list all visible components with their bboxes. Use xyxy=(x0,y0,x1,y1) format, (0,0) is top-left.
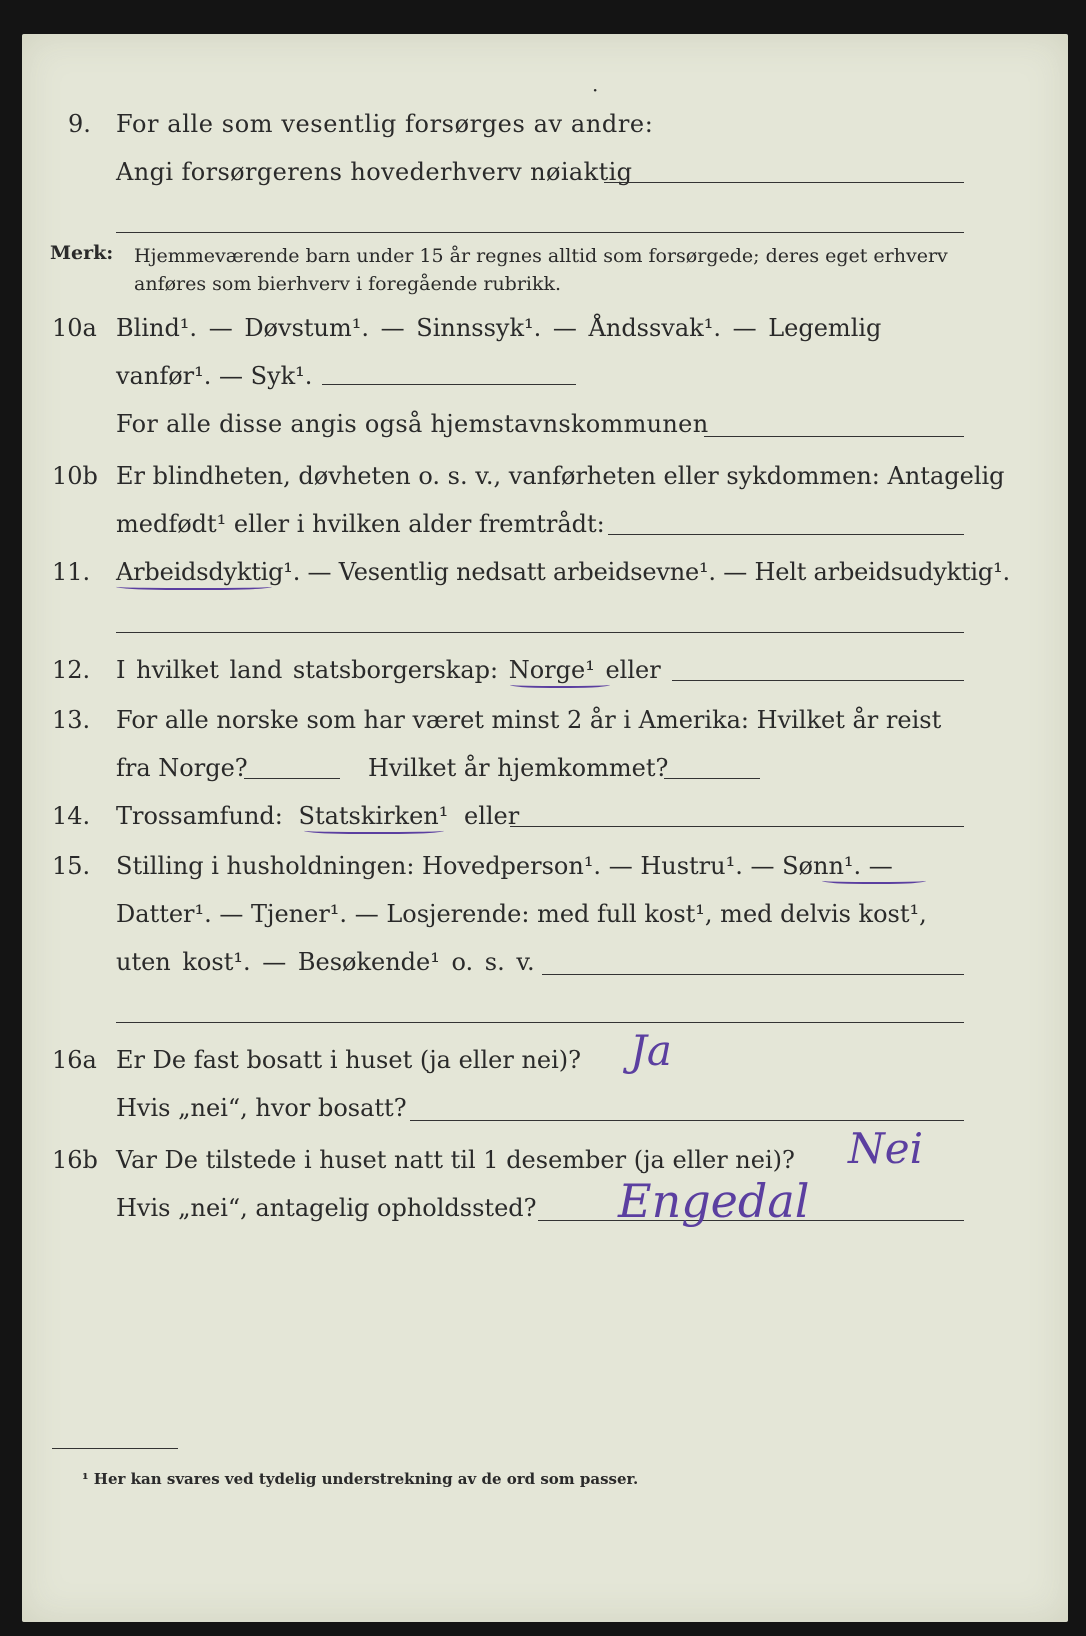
footnote-rule xyxy=(52,1448,178,1449)
q15-line3: uten kost¹. — Besøkende¹ o. s. v. xyxy=(116,948,535,976)
q10b-number: 10b xyxy=(52,462,98,490)
q9-answer-line-2[interactable] xyxy=(116,232,964,233)
center-dot: · xyxy=(592,78,599,102)
q12-handwritten-underline xyxy=(510,680,610,688)
q12-line1: I hvilket land statsborgerskap: Norge¹ eller xyxy=(116,656,661,684)
census-form-page xyxy=(22,34,1068,1622)
q13-reist-line[interactable] xyxy=(244,778,340,779)
q9-line2: Angi forsørgerens hovederhverv nøiaktig xyxy=(116,158,633,186)
q12-answer-line[interactable] xyxy=(672,680,964,681)
q15-line2: Datter¹. — Tjener¹. — Losjerende: med full kost¹, med delvis kost¹, xyxy=(116,900,927,928)
q13-line2b: Hvilket år hjemkommet? xyxy=(368,754,669,782)
q12-number: 12. xyxy=(52,656,91,684)
q10a-line2: vanfør¹. — Syk¹. xyxy=(116,362,313,390)
q9-answer-line[interactable] xyxy=(604,182,964,183)
merk-line1: Hjemmeværende barn under 15 år regnes alltid som forsørgede; deres eget erhverv xyxy=(134,245,948,267)
q10a-line1: Blind¹. — Døvstum¹. — Sinnssyk¹. — Åndssvak¹. — Legemlig xyxy=(116,314,882,342)
q16b-handwritten-answer-1: Nei xyxy=(848,1124,924,1173)
q16a-handwritten-answer: Ja xyxy=(630,1026,672,1075)
q10a-number: 10a xyxy=(52,314,97,342)
footnote: ¹ Her kan svares ved tydelig understrekning av de ord som passer. xyxy=(82,1470,639,1488)
q13-line2a: fra Norge? xyxy=(116,754,248,782)
q11-answer-line[interactable] xyxy=(116,632,964,633)
q14-line1: Trossamfund: Statskirken¹ eller xyxy=(116,802,520,830)
q14-handwritten-underline xyxy=(304,826,444,834)
q13-number: 13. xyxy=(52,706,91,734)
q10a-line3: For alle disse angis også hjemstavnskommunen xyxy=(116,410,709,438)
q15-answer-line-2[interactable] xyxy=(116,1022,964,1023)
q16a-line1: Er De fast bosatt i huset (ja eller nei)? xyxy=(116,1046,582,1074)
q16b-line1: Var De tilstede i huset natt til 1 desember (ja eller nei)? xyxy=(116,1146,795,1174)
q16a-number: 16a xyxy=(52,1046,97,1074)
q9-line1: For alle som vesentlig forsørges av andre: xyxy=(116,110,654,138)
q10b-line1: Er blindheten, døvheten o. s. v., vanførheten eller sykdommen: Antagelig xyxy=(116,462,1005,490)
q16a-answer-line[interactable] xyxy=(410,1120,964,1121)
q15-line1: Stilling i husholdningen: Hovedperson¹. — Hustru¹. — Sønn¹. — xyxy=(116,852,893,880)
q15-answer-line[interactable] xyxy=(542,974,964,975)
q11-line1: Arbeidsdyktig¹. — Vesentlig nedsatt arbeidsevne¹. — Helt arbeidsudyktig¹. xyxy=(116,558,1010,586)
q11-handwritten-underline xyxy=(116,582,272,590)
q13-line1: For alle norske som har været minst 2 år i Amerika: Hvilket år reist xyxy=(116,706,942,734)
merk-line2: anføres som bierhverv i foregående rubrikk. xyxy=(134,273,562,295)
q9-number: 9. xyxy=(68,110,91,138)
q11-number: 11. xyxy=(52,558,91,586)
q10b-answer-line[interactable] xyxy=(608,534,964,535)
q10a-kommune-line[interactable] xyxy=(704,436,964,437)
q13-hjemkommet-line[interactable] xyxy=(664,778,760,779)
q14-answer-line[interactable] xyxy=(510,826,964,827)
q16a-line2: Hvis „nei“, hvor bosatt? xyxy=(116,1094,407,1122)
q16b-handwritten-answer-2: Engedal xyxy=(618,1174,810,1228)
q16b-number: 16b xyxy=(52,1146,98,1174)
q10a-answer-line[interactable] xyxy=(322,384,576,385)
q16b-line2: Hvis „nei“, antagelig opholdssted? xyxy=(116,1194,537,1222)
q15-number: 15. xyxy=(52,852,91,880)
merk-label: Merk: xyxy=(50,242,114,264)
q15-handwritten-underline xyxy=(822,876,926,884)
q14-number: 14. xyxy=(52,802,91,830)
q10b-line2: medfødt¹ eller i hvilken alder fremtrådt: xyxy=(116,510,605,538)
